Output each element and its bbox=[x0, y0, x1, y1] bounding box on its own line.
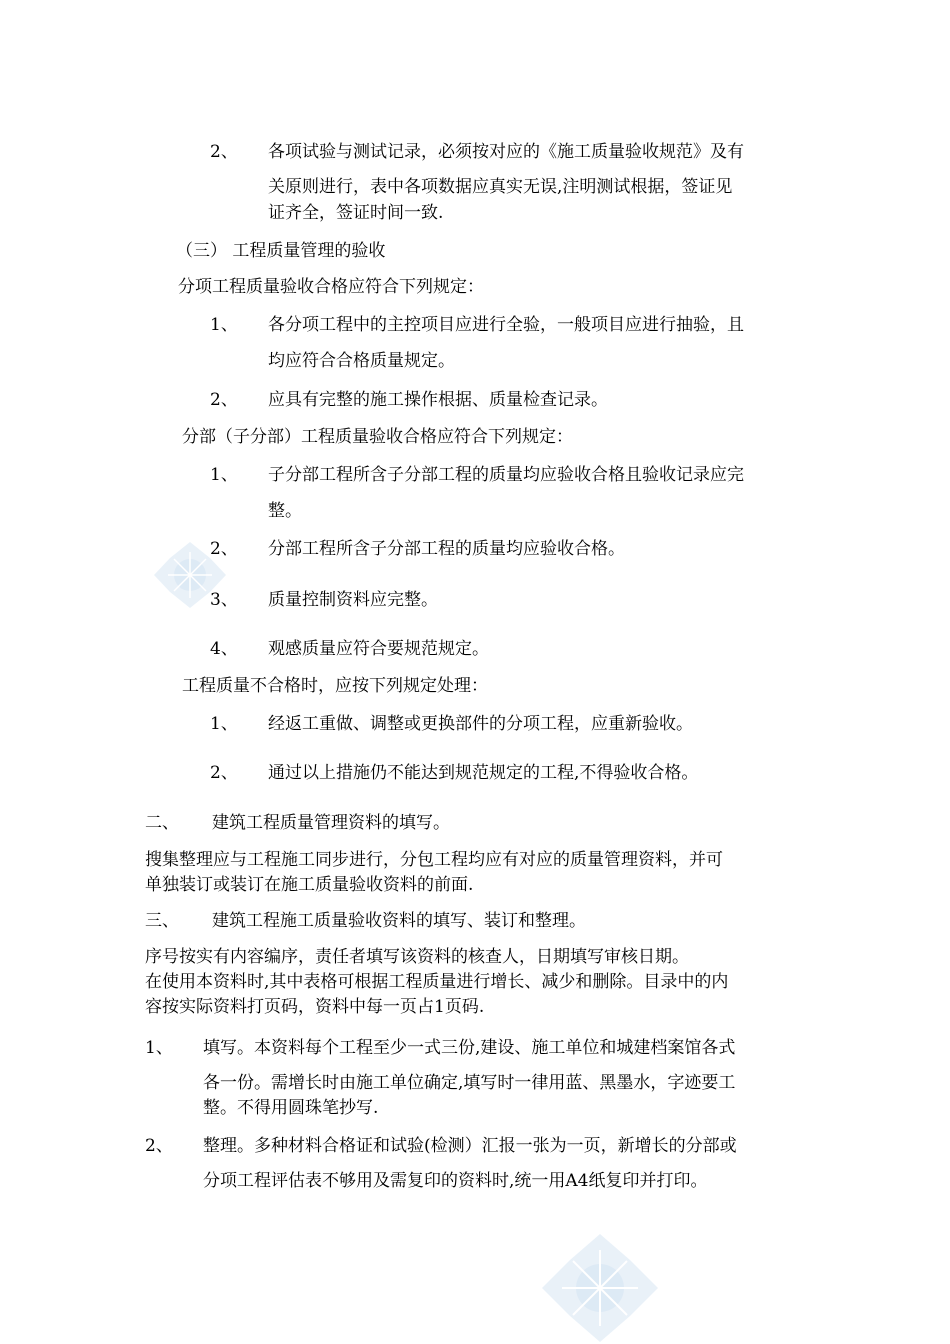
list-item-number: 1、 bbox=[210, 465, 238, 485]
list-item-text: 均应符合合格质量规定。 bbox=[268, 351, 455, 371]
list-item-text: 证齐全，签证时间一致. bbox=[268, 203, 444, 223]
paragraph-text: 单独装订或装订在施工质量验收资料的前面. bbox=[145, 875, 474, 895]
list-item-text: 整理。多种材料合格证和试验(检测）汇报一张为一页，新增长的分部或 bbox=[203, 1136, 737, 1156]
section-number: 三、 bbox=[145, 911, 179, 931]
section-title: 建筑工程施工质量验收资料的填写、装订和整理。 bbox=[212, 911, 586, 931]
section-heading: （三） 工程质量管理的验收 bbox=[176, 241, 386, 261]
list-item-number: 4、 bbox=[210, 639, 238, 659]
paragraph-text: 搜集整理应与工程施工同步进行，分包工程均应有对应的质量管理资料，并可 bbox=[145, 850, 723, 870]
paragraph-text: 在使用本资料时,其中表格可根据工程质量进行增长、减少和删除。目录中的内 bbox=[145, 972, 729, 992]
list-item-number: 1、 bbox=[145, 1038, 173, 1058]
paragraph-text: 容按实际资料打页码，资料中每一页占1页码. bbox=[145, 997, 485, 1017]
list-item-text: 整。不得用圆珠笔抄写. bbox=[203, 1098, 379, 1118]
list-item-text: 子分部工程所含子分部工程的质量均应验收合格且验收记录应完 bbox=[268, 465, 744, 485]
section-title: 建筑工程质量管理资料的填写。 bbox=[212, 813, 450, 833]
list-item-number: 2、 bbox=[210, 390, 238, 410]
list-item-number: 1、 bbox=[210, 315, 238, 335]
list-item-number: 3、 bbox=[210, 590, 238, 610]
list-item-text: 应具有完整的施工操作根据、质量检查记录。 bbox=[268, 390, 608, 410]
list-item-text: 经返工重做、调整或更换部件的分项工程，应重新验收。 bbox=[268, 714, 693, 734]
list-item-text: 各一份。需增长时由施工单位确定,填写时一律用蓝、黑墨水，字迹要工 bbox=[203, 1073, 736, 1093]
list-item-number: 2、 bbox=[210, 142, 238, 162]
list-item-number: 1、 bbox=[210, 714, 238, 734]
section-number: 二、 bbox=[145, 813, 179, 833]
watermark-snowflake-icon bbox=[540, 1232, 660, 1344]
list-item-text: 观感质量应符合要规范规定。 bbox=[268, 639, 489, 659]
list-item-text: 关原则进行，表中各项数据应真实无误,注明测试根据，签证见 bbox=[268, 177, 733, 197]
list-item-text: 分部工程所含子分部工程的质量均应验收合格。 bbox=[268, 539, 625, 559]
list-item-text: 整。 bbox=[268, 501, 302, 521]
list-item-text: 各项试验与测试记录，必须按对应的《施工质量验收规范》及有 bbox=[268, 142, 744, 162]
paragraph-intro: 工程质量不合格时，应按下列规定处理： bbox=[182, 676, 488, 696]
list-item-number: 2、 bbox=[210, 763, 238, 783]
paragraph-text: 序号按实有内容编序，责任者填写该资料的核查人，日期填写审核日期。 bbox=[145, 947, 689, 967]
paragraph-intro: 分部（子分部）工程质量验收合格应符合下列规定： bbox=[182, 427, 573, 447]
list-item-text: 各分项工程中的主控项目应进行全验，一般项目应进行抽验，且 bbox=[268, 315, 744, 335]
list-item-number: 2、 bbox=[145, 1136, 173, 1156]
list-item-text: 分项工程评估表不够用及需复印的资料时,统一用A4纸复印并打印。 bbox=[203, 1171, 708, 1191]
paragraph-intro: 分项工程质量验收合格应符合下列规定： bbox=[178, 277, 484, 297]
list-item-number: 2、 bbox=[210, 539, 238, 559]
list-item-text: 通过以上措施仍不能达到规范规定的工程,不得验收合格。 bbox=[268, 763, 699, 783]
list-item-text: 质量控制资料应完整。 bbox=[268, 590, 438, 610]
list-item-text: 填写。本资料每个工程至少一式三份,建设、施工单位和城建档案馆各式 bbox=[203, 1038, 736, 1058]
